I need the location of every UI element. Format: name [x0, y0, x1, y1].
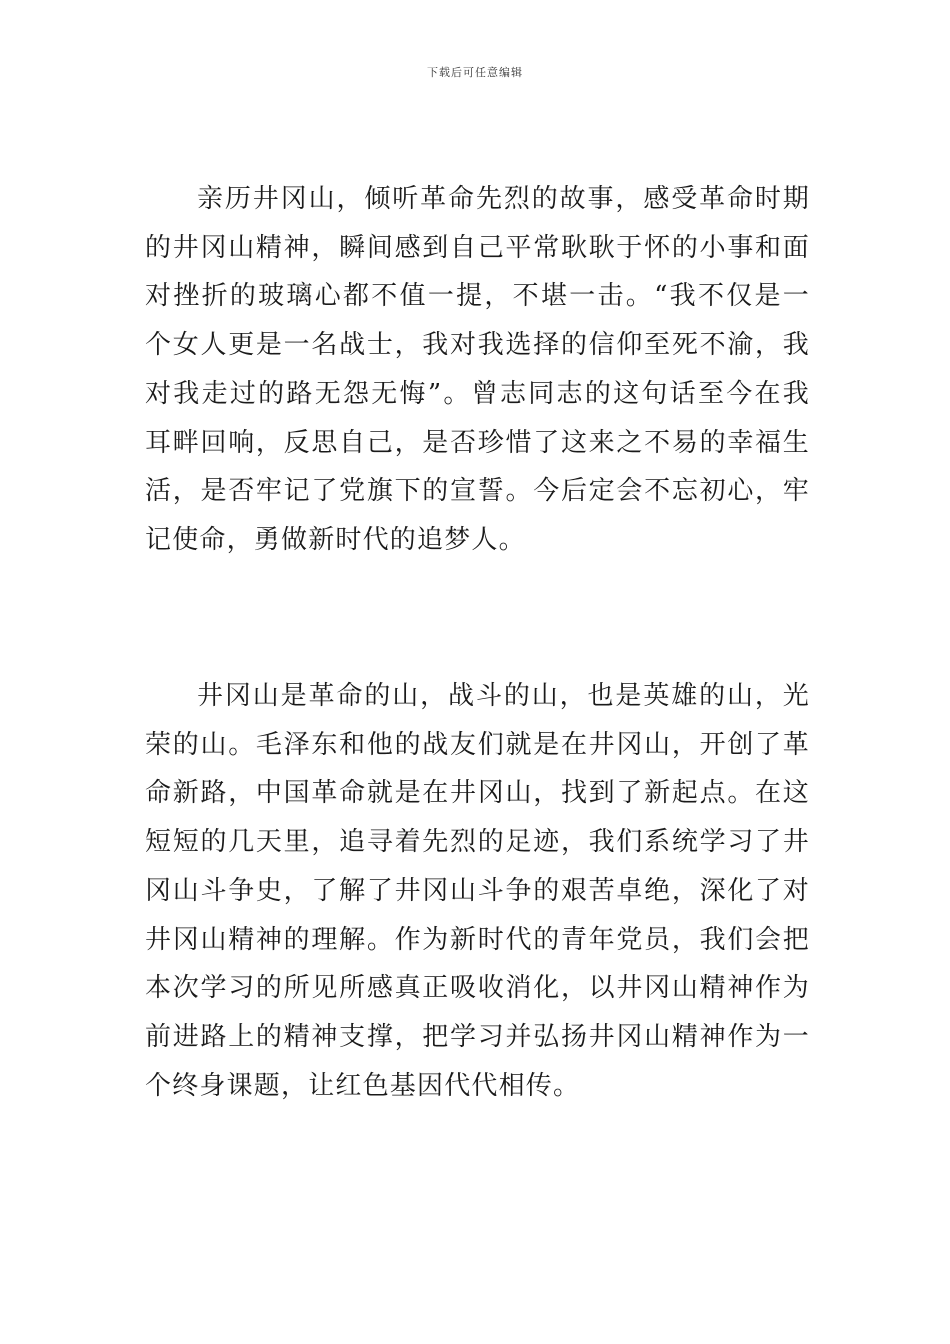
body-paragraph-1: 亲历井冈山，倾听革命先烈的故事，感受革命时期的井冈山精神，瞬间感到自己平常耿耿于怀的小事和面对挫折的玻璃心都不值一提，不堪一击。“我不仅是一个女人更是一名战士，我对我选择的信仰至死不渝，我对我走过的路无怨无悔”。曾志同志的这句话至今在我耳畔回响，反思自己，是否珍惜了这来之不易的幸福生活，是否牢记了党旗下的宣誓。今后定会不忘初心，牢记使命，勇做新时代的追梦人。 — [145, 184, 810, 555]
body-paragraph-2: 井冈山是革命的山，战斗的山，也是英雄的山，光荣的山。毛泽东和他的战友们就是在井冈山，开创了革命新路，中国革命就是在井冈山，找到了新起点。在这短短的几天里，追寻着先烈的足迹，我们系统学习了井冈山斗争史，了解了井冈山斗争的艰苦卓绝，深化了对井冈山精神的理解。作为新时代的青年党员，我们会把本次学习的所见所感真正吸收消化，以井冈山精神作为前进路上的精神支撑，把学习并弘扬井冈山精神作为一个终身课题，让红色基因代代相传。 — [145, 681, 810, 1101]
page-header-note: 下载后可任意编辑 — [427, 66, 523, 79]
